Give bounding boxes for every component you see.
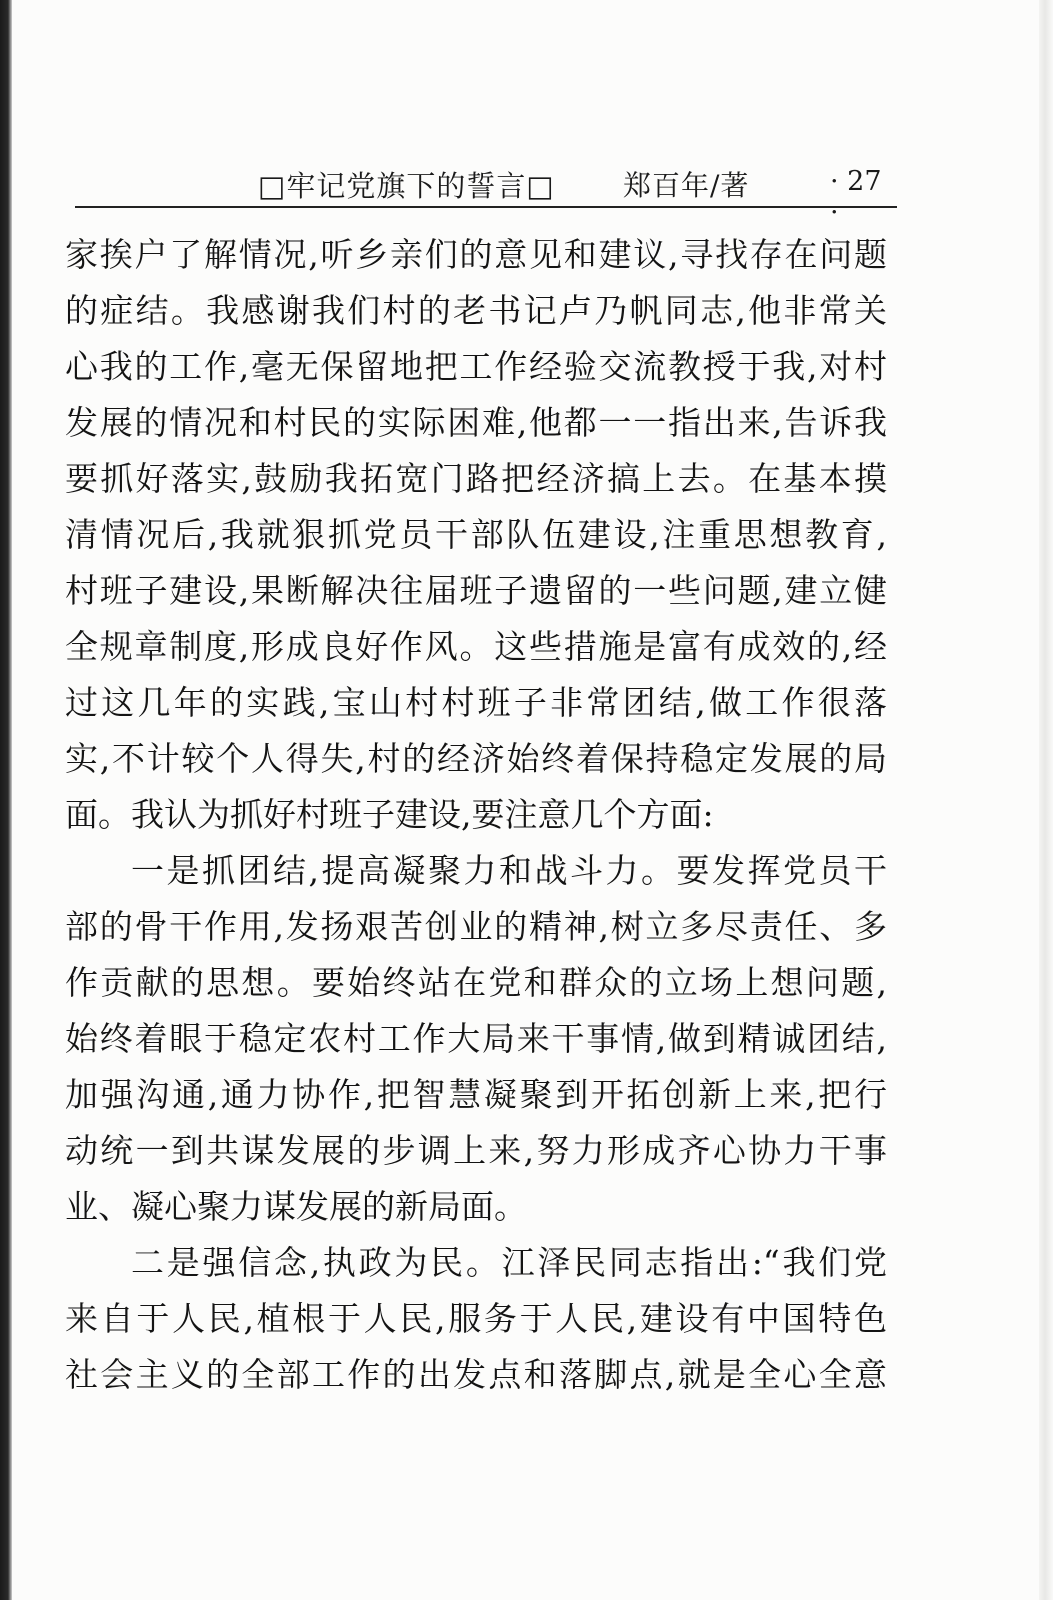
text-line: 过这几年的实践,宝山村村班子非常团结,做工作很落 — [65, 683, 887, 722]
text-line: 作贡献的思想。要始终站在党和群众的立场上想问题, — [65, 963, 887, 1002]
text-line: 来自于人民,植根于人民,服务于人民,建设有中国特色 — [65, 1299, 887, 1338]
text-line: 村班子建设,果断解决往届班子遗留的一些问题,建立健 — [65, 571, 887, 610]
text-line: 全规章制度,形成良好作风。这些措施是富有成效的,经 — [65, 627, 887, 666]
text-line: 发展的情况和村民的实际困难,他都一一指出来,告诉我 — [65, 403, 887, 442]
text-line: 的症结。我感谢我们村的老书记卢乃帆同志,他非常关 — [65, 291, 887, 330]
body-text — [65, 227, 887, 1403]
text-line: 要抓好落实,鼓励我拓宽门路把经济搞上去。在基本摸 — [65, 459, 887, 498]
text-line: 一是抓团结,提高凝聚力和战斗力。要发挥党员干 — [131, 851, 887, 890]
book-title: □牢记党旗下的誓言□ — [258, 169, 555, 203]
text-line: 始终着眼于稳定农村工作大局来干事情,做到精诚团结, — [65, 1019, 887, 1058]
text-line: 加强沟通,通力协作,把智慧凝聚到开拓创新上来,把行 — [65, 1075, 887, 1114]
text-line: 动统一到共谋发展的步调上来,努力形成齐心协力干事 — [65, 1131, 887, 1170]
running-head — [75, 160, 897, 228]
scan-shadow-right — [1039, 0, 1053, 1600]
text-line: 家挨户了解情况,听乡亲们的意见和建议,寻找存在问题 — [65, 235, 887, 274]
text-line: 二是强信念,执政为民。江泽民同志指出:“我们党 — [131, 1243, 887, 1282]
scan-shadow-left — [0, 0, 12, 1600]
text-line: 清情况后,我就狠抓党员干部队伍建设,注重思想教育, — [65, 515, 887, 554]
text-line: 实,不计较个人得失,村的经济始终着保持稳定发展的局 — [65, 739, 887, 778]
text-line: 社会主义的全部工作的出发点和落脚点,就是全心全意 — [65, 1355, 887, 1394]
text-line: 部的骨干作用,发扬艰苦创业的精神,树立多尽责任、多 — [65, 907, 887, 946]
text-line: 面。我认为抓好村班子建设,要注意几个方面: — [65, 795, 714, 834]
text-line: 心我的工作,毫无保留地把工作经验交流教授于我,对村 — [65, 347, 887, 386]
text-line: 业、凝心聚力谋发展的新局面。 — [65, 1187, 527, 1226]
author-credit: 郑百年/著 — [623, 169, 750, 202]
page-number: · 27 · — [830, 166, 882, 228]
